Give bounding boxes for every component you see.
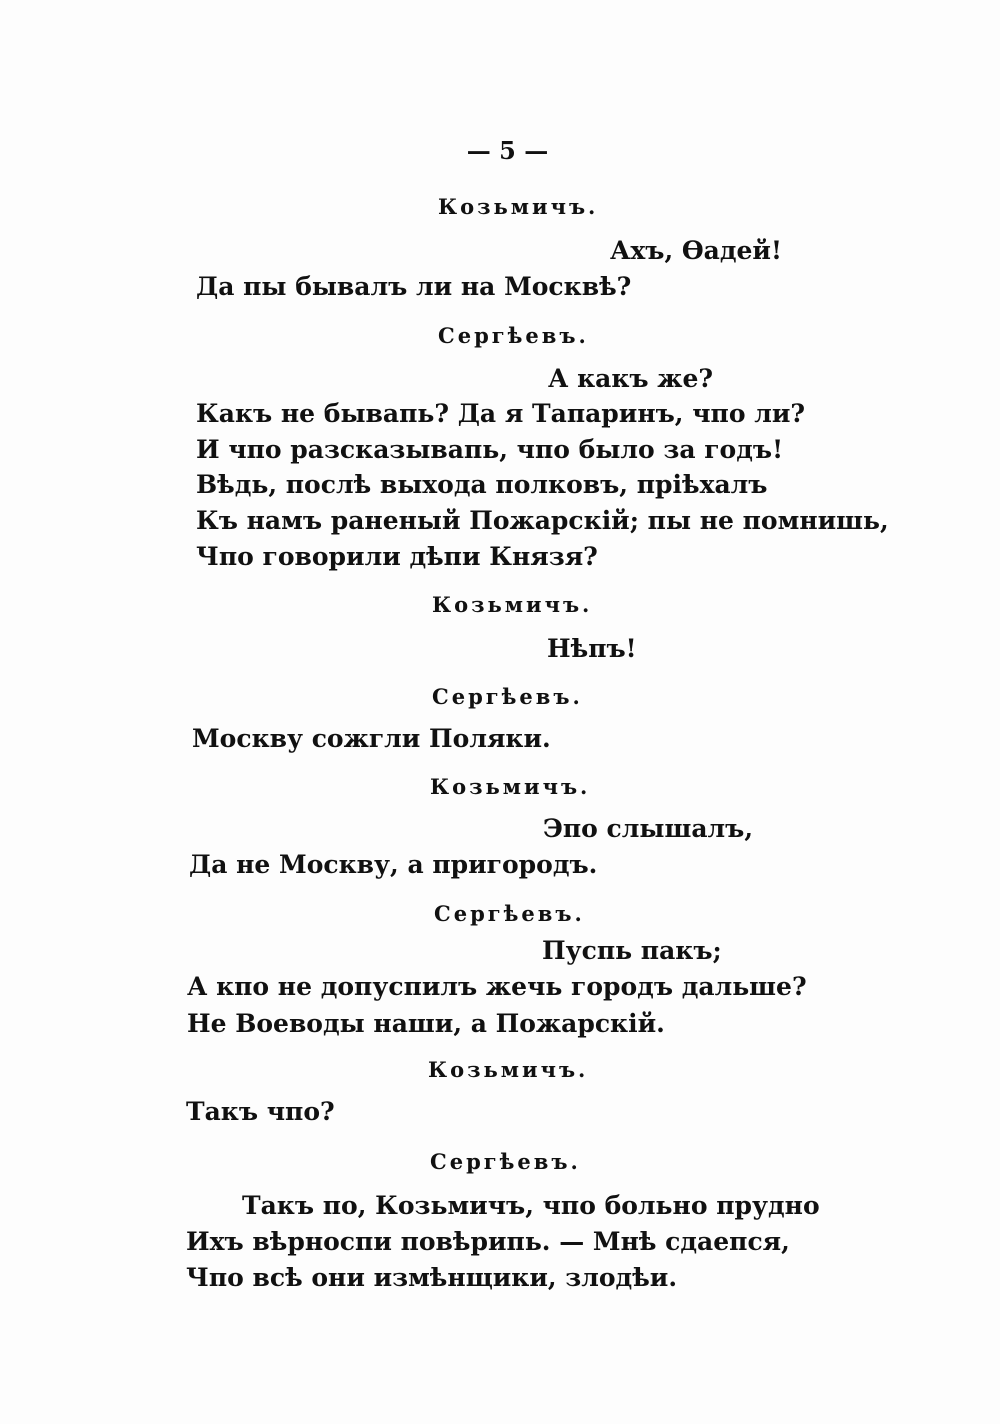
verse-line: Ахъ, Ѳадей! xyxy=(610,236,782,265)
verse-line: А какъ же? xyxy=(548,364,714,393)
verse-line: Ихъ вѣрноспи повѣрипь. — Мнѣ сдаепся, xyxy=(186,1227,790,1256)
verse-line: Чпо всѣ они измѣнщики, злодѣи. xyxy=(186,1263,678,1292)
verse-line: Такъ чпо? xyxy=(186,1097,335,1126)
speaker-name: Сергѣевъ. xyxy=(434,901,585,926)
speaker-name: Сергѣевъ. xyxy=(430,1149,581,1174)
verse-line: Такъ по, Козьмичъ, чпо больно прудно xyxy=(242,1191,820,1220)
speaker-name: Козьмичъ. xyxy=(428,1057,589,1082)
speaker-name: Козьмичъ. xyxy=(430,774,591,799)
verse-line: Къ намъ раненый Пожарскій; пы не помнишь, xyxy=(196,506,889,535)
verse-line: Вѣдь, послѣ выхода полковъ, пріѣхалъ xyxy=(196,470,768,499)
verse-line: Какъ не бывапь? Да я Тапаринъ, чпо ли? xyxy=(196,399,806,428)
verse-line: Да пы бывалъ ли на Москвѣ? xyxy=(196,272,632,301)
verse-line: Не Воеводы наши, а Пожарскій. xyxy=(187,1009,665,1038)
verse-line: Москву сожгли Поляки. xyxy=(192,724,551,753)
verse-line: Чпо говорили дѣпи Князя? xyxy=(196,542,598,571)
speaker-name: Сергѣевъ. xyxy=(438,323,589,348)
verse-line: Пуспь пакъ; xyxy=(542,936,722,965)
page-number: — 5 — xyxy=(466,136,549,165)
speaker-name: Козьмичъ. xyxy=(438,194,599,219)
verse-line: И чпо разсказывапь, чпо было за годъ! xyxy=(196,435,784,464)
verse-line: Эпо слышалъ, xyxy=(543,814,754,843)
verse-line: Да не Москву, а пригородъ. xyxy=(189,850,598,879)
verse-line: А кпо не допуспилъ жечь городъ дальше? xyxy=(187,972,807,1001)
speaker-name: Козьмичъ. xyxy=(432,592,593,617)
verse-line: Нѣпъ! xyxy=(547,634,637,663)
speaker-name: Сергѣевъ. xyxy=(432,684,583,709)
